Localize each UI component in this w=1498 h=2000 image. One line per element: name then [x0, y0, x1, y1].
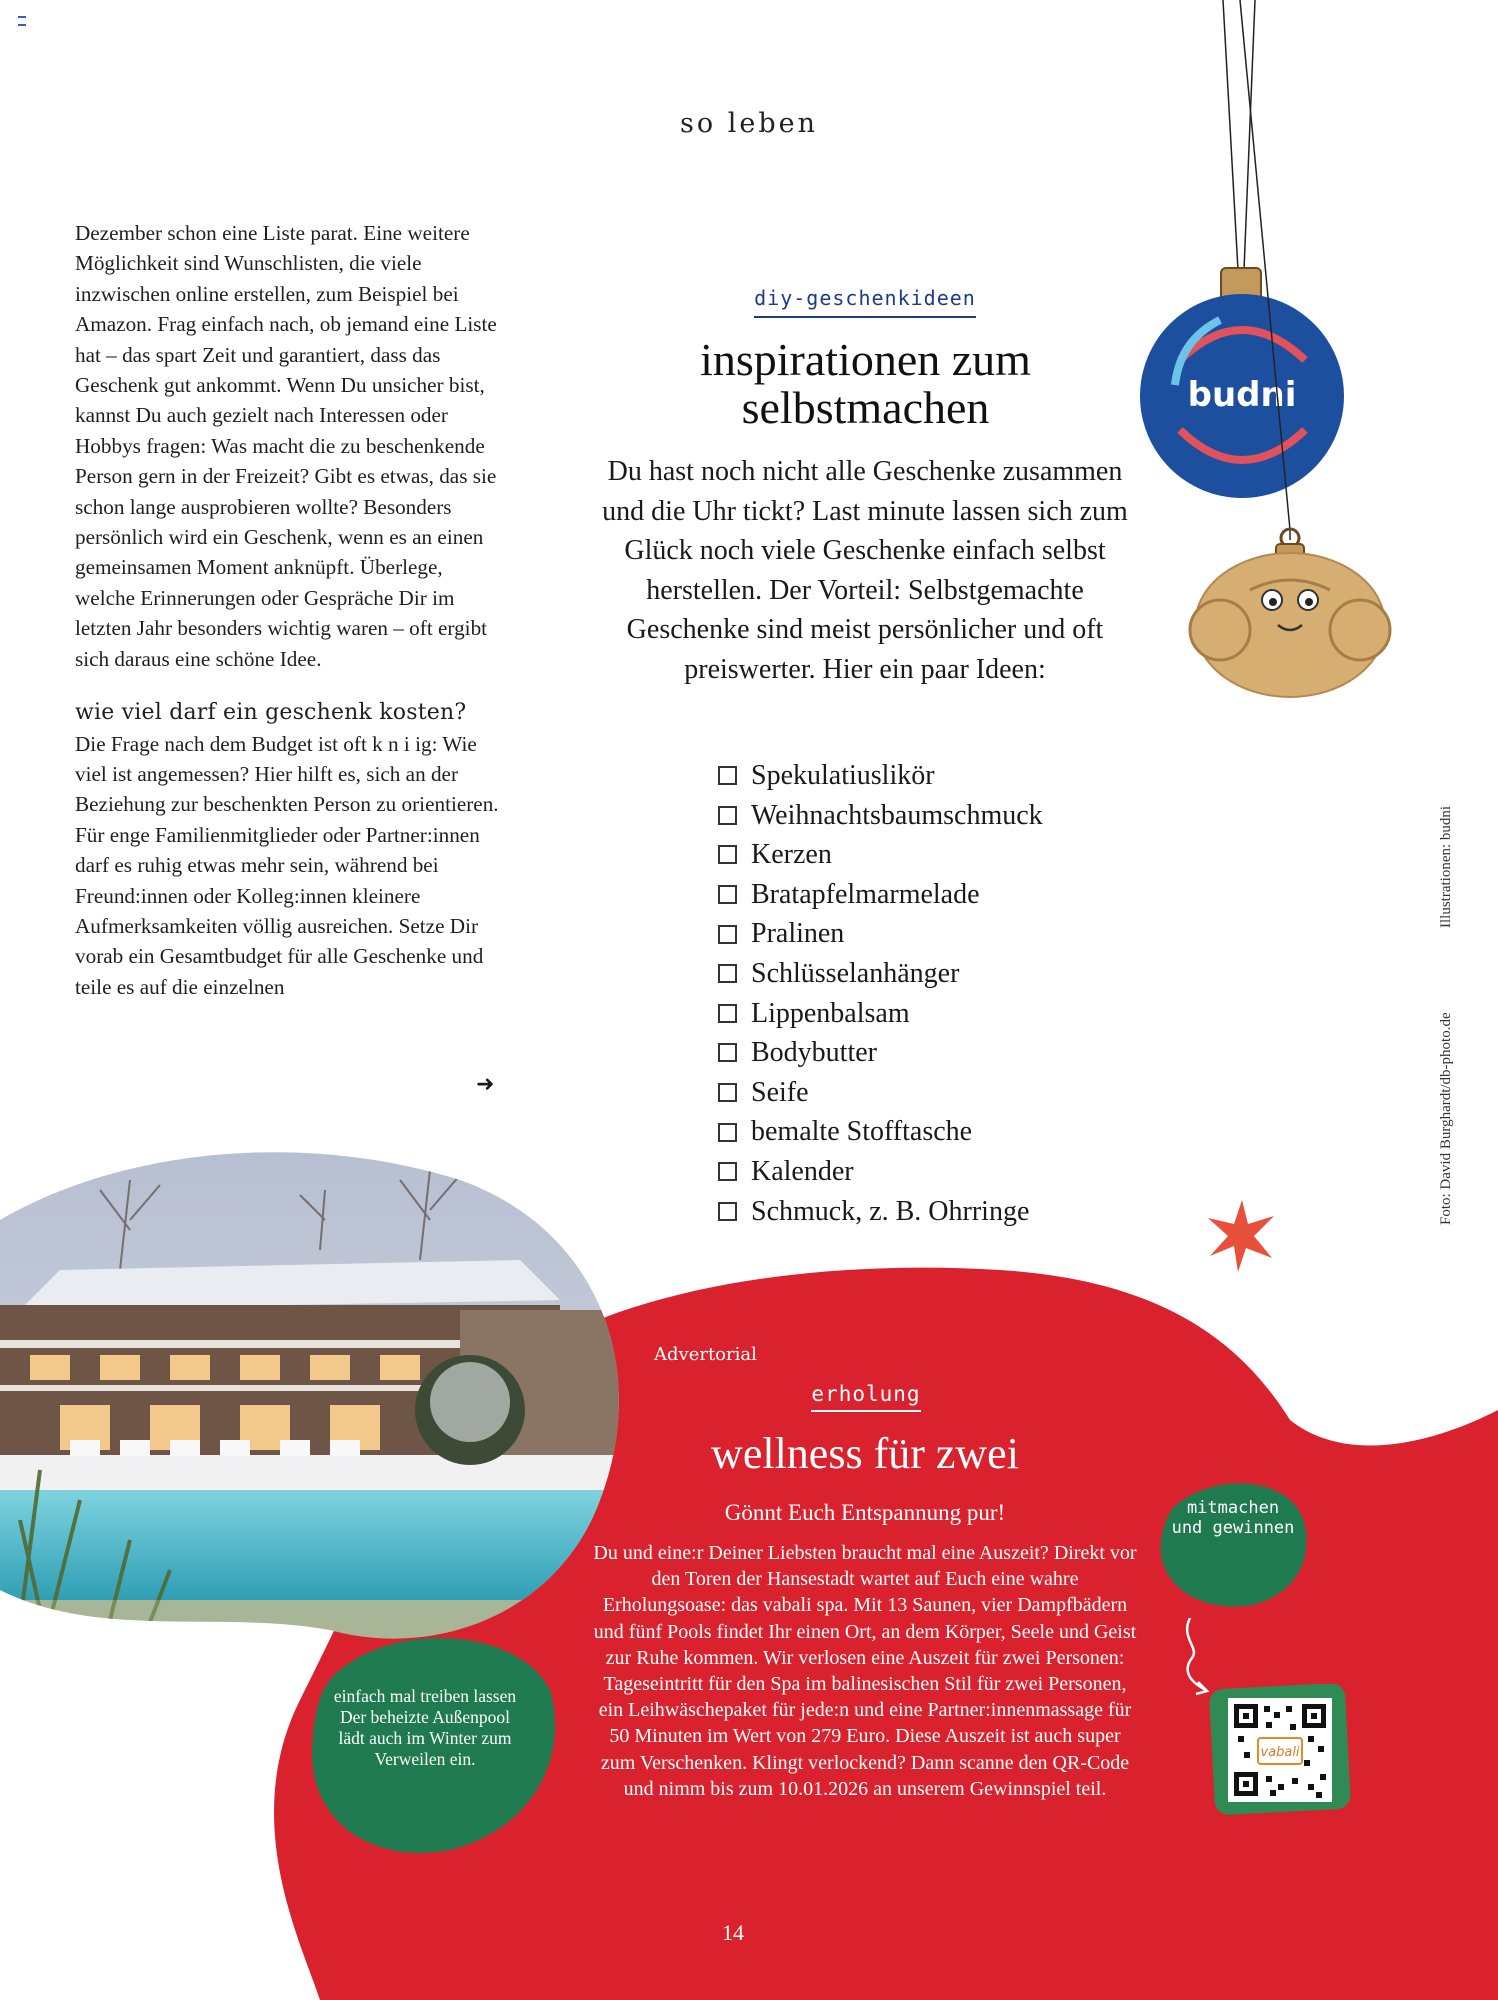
page-number: 14	[722, 1920, 744, 1945]
checkbox-icon[interactable]	[718, 806, 737, 825]
advertorial-title: wellness für zwei	[711, 1429, 1019, 1478]
checklist-label: Bratapfelmarmelade	[751, 878, 980, 910]
checklist-item[interactable]	[718, 1073, 1043, 1113]
photo-credit: Foto: David Burghardt/db-photo.de	[1438, 1012, 1454, 1225]
checklist-item[interactable]	[718, 1033, 1043, 1073]
checkbox-icon[interactable]	[718, 925, 737, 944]
advertorial-kicker-text: erholung	[811, 1382, 920, 1412]
diy-kicker	[0, 286, 1498, 310]
pastry-ornament-icon	[1180, 0, 1410, 720]
checklist-label: Pralinen	[751, 918, 845, 950]
checklist-item[interactable]	[718, 914, 1043, 954]
checkbox-icon[interactable]	[718, 1043, 737, 1062]
continue-arrow-icon: ➜	[476, 1071, 495, 1096]
checkbox-icon[interactable]	[718, 964, 737, 983]
checklist-item[interactable]	[718, 875, 1043, 915]
checklist-label: Weihnachtsbaumschmuck	[751, 799, 1043, 831]
advertorial-body: Du und eine:r Deiner Liebsten braucht mal eine Auszeit? Direkt vor den Toren der Hansestadt wartet auf Euch eine wahre Erholungsoase: das vabali spa. Mit 13 Saunen, vier Dampfbädern und fünf Pools findet Ihr einen Ort, an dem Körper, Seele und Geist zur Ruhe kommen. Wir verlosen eine Auszeit für zwei Personen: Tageseintritt für den Spa im balinesischen Stil für zwei Personen, ein Leihwäschepaket für jede:n und eine Partner:innenmassage für 50 Minuten im Wert von 279 Euro. Diese Auszeit ist auch super zum Verschenken. Klingt verlockend? Dann scanne den QR-Code und nimm bis zum 10.01.2026 an unserem Gewinnspiel teil.	[593, 1542, 1137, 1800]
advertorial-kicker	[0, 1382, 1498, 1406]
advertorial-label: Advertorial	[654, 1344, 757, 1365]
checklist-item[interactable]	[718, 835, 1043, 875]
spa-photo	[0, 1140, 640, 1700]
checklist-label: bemalte Stofftasche	[751, 1116, 973, 1148]
checkbox-icon[interactable]	[718, 845, 737, 864]
diy-intro: Du hast noch nicht alle Geschenke zusammen und die Uhr tickt? Last minute lassen sich zum Glück noch viele Geschenke einfach selbst herstellen. Der Vorteil: Selbstgemachte Geschenke sind meist persönlicher und oft preiswerter. Hier ein paar Ideen:	[602, 456, 1128, 685]
cta-text[interactable]: mitmachen und gewinnen	[1171, 1498, 1295, 1538]
checklist-item[interactable]	[718, 994, 1043, 1034]
article-subheading: wie viel darf ein geschenk kosten?	[75, 700, 467, 726]
checkbox-icon[interactable]	[718, 1083, 737, 1102]
headline-line: selbstmachen	[741, 382, 990, 433]
article-paragraph: Die Frage nach dem Budget ist oft k n i ig: Wie viel ist angemessen? Hier hilft es, sich an der Beziehung zur beschenkten Person zu orientieren. Für enge Familienmitglieder oder Partner:innen darf es ruhig etwas mehr sein, während bei Freund:innen oder Kolleg:innen kleinere Aufmerksamkeiten völlig ausreichen. Setze Dir vorab ein Gesamtbudget für alle Geschenke und teile es auf die einzelnen	[75, 731, 499, 999]
checklist-label: Schmuck, z. B. Ohrringe	[751, 1195, 1030, 1227]
checklist-item[interactable]	[718, 796, 1043, 836]
checklist-label: Spekulatiuslikör	[751, 760, 935, 791]
checklist-item[interactable]	[718, 1192, 1043, 1232]
section-label: so leben	[680, 108, 818, 139]
checklist-item[interactable]	[718, 756, 1043, 796]
photo-credits	[1420, 780, 1498, 1250]
advertorial-subtitle: Gönnt Euch Entspannung pur!	[724, 1500, 1006, 1525]
checklist-label: Lippenbalsam	[751, 997, 910, 1029]
cta-bubble	[1155, 1476, 1315, 1616]
budni-logo: budni	[1187, 375, 1297, 415]
article-paragraph: Dezember schon eine Liste parat. Eine weitere Möglichkeit sind Wunschlisten, die viele inzwischen online erstellen, zum Beispiel bei Amazon. Frag einfach nach, ob jemand eine Liste hat – das spart Zeit und garantiert, dass das Geschenk gut ankommt. Wenn Du unsicher bist, kannst Du auch gezielt nach Interessen oder Hobbys fragen: Was macht die zu beschenkende Person gern in der Freizeit? Gibt es etwas, das sie schon lange ausprobieren wollte? Besonders persönlich wird ein Geschenk, wenn es an einen gemeinsamen Moment anknüpft. Überlege, welche Erinnerungen oder Gespräche Dir im letzten Jahr besonders wichtig waren – oft ergibt sich daraus eine schöne Idee.	[75, 221, 497, 671]
ideas-checklist	[718, 756, 1043, 1231]
left-column	[75, 218, 505, 1002]
checkbox-icon[interactable]	[718, 1004, 737, 1023]
headline-line: inspirationen zum	[700, 334, 1031, 385]
checkbox-icon[interactable]	[718, 885, 737, 904]
checklist-label: Kerzen	[751, 839, 832, 871]
checkbox-icon[interactable]	[718, 766, 737, 785]
checklist-label: Kalender	[751, 1155, 854, 1187]
checklist-label: Bodybutter	[751, 1037, 877, 1069]
photo-caption: einfach mal treiben lassen Der beheizte Außenpool lädt auch im Winter zum Verweilen ein.	[333, 1686, 517, 1769]
checkbox-icon[interactable]	[718, 1202, 737, 1221]
qr-code[interactable]	[1208, 1684, 1352, 1816]
checklist-label: Seife	[751, 1076, 809, 1108]
vabali-logo: vabali	[1260, 1745, 1300, 1760]
diy-headline	[578, 336, 1153, 432]
menu-icon[interactable]	[18, 16, 26, 26]
checklist-label: Schlüsselanhänger	[751, 957, 960, 989]
illustration-credit: Illustrationen: budni	[1438, 805, 1454, 928]
checklist-item[interactable]	[718, 1152, 1043, 1192]
diy-kicker-text: diy-geschenkideen	[754, 286, 976, 318]
checkbox-icon[interactable]	[718, 1162, 737, 1181]
checklist-item[interactable]	[718, 1112, 1043, 1152]
checklist-item[interactable]	[718, 954, 1043, 994]
checkbox-icon[interactable]	[718, 1123, 737, 1142]
